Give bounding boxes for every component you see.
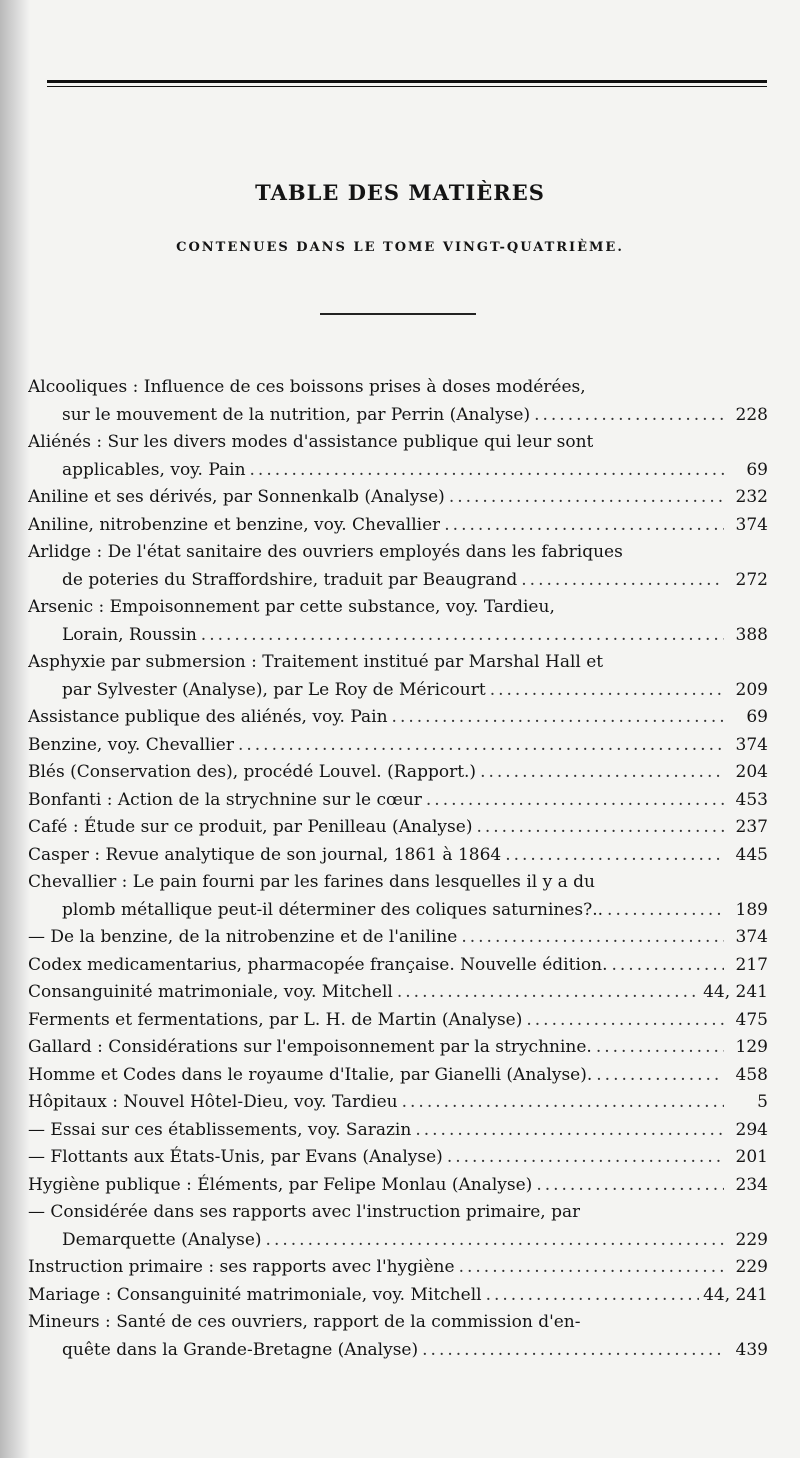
title-divider xyxy=(320,313,476,315)
entry-line-with-page xyxy=(28,484,768,512)
entry-line-with-page xyxy=(28,897,768,925)
index-entry xyxy=(28,842,768,870)
leader-dots xyxy=(534,402,724,429)
index-entry xyxy=(28,512,768,540)
index-entry xyxy=(28,429,768,484)
index-entry xyxy=(28,1254,768,1282)
entry-line xyxy=(28,539,768,567)
leader-dots xyxy=(596,1062,724,1089)
entry-text: de poteries du Straffordshire, traduit par Beaugrand xyxy=(62,569,518,590)
leader-dots xyxy=(521,567,724,594)
entry-text: — Considérée dans ses rapports avec l'instruction primaire, par xyxy=(28,1202,581,1222)
entry-text: sur le mouvement de la nutrition, par Perrin (Analyse) xyxy=(62,404,531,425)
page-number: 129 xyxy=(735,1037,768,1057)
page-number: 374 xyxy=(735,734,768,755)
entry-line-with-page xyxy=(28,1144,768,1172)
entry-line-with-page xyxy=(28,1254,768,1282)
entry-line-with-page xyxy=(28,567,768,595)
leader-dots xyxy=(426,787,724,814)
entry-text: Mariage : Consanguinité matrimoniale, voy. Mitchell xyxy=(28,1284,482,1305)
entry-line xyxy=(28,649,768,677)
entry-text: par Sylvester (Analyse), par Le Roy de Méricourt xyxy=(62,679,486,700)
page-number: 294 xyxy=(735,1119,768,1140)
entry-line-with-page xyxy=(28,1282,768,1310)
entry-line xyxy=(28,1309,768,1337)
entry-text: Ferments et fermentations, par L. H. de Martin (Analyse) xyxy=(28,1009,523,1030)
page-number: 5 xyxy=(757,1092,768,1112)
entry-text: Codex medicamentarius, pharmacopée française. Nouvelle édition. xyxy=(28,954,608,975)
entry-text: applicables, voy. Pain xyxy=(62,459,246,480)
entry-text: Casper : Revue analytique de son journal, 1861 à 1864 xyxy=(28,844,502,865)
page-binding-edge xyxy=(0,0,30,1458)
leader-dots xyxy=(480,759,724,786)
leader-dots xyxy=(607,897,724,924)
entry-line-with-page xyxy=(28,979,768,1007)
page-number: 374 xyxy=(735,514,768,535)
entry-text: Mineurs : Santé de ces ouvriers, rapport de la commission d'en- xyxy=(28,1312,581,1332)
entry-text: Benzine, voy. Chevallier xyxy=(28,734,234,755)
index-entry xyxy=(28,1199,768,1254)
leader-dots xyxy=(490,677,724,704)
index-entry xyxy=(28,924,768,952)
leader-dots xyxy=(447,1144,724,1171)
index-entry xyxy=(28,1117,768,1145)
index-entry xyxy=(28,759,768,787)
entry-text: Homme et Codes dans le royaume d'Italie, par Gianelli (Analyse). xyxy=(28,1064,593,1085)
index-entry xyxy=(28,732,768,760)
leader-dots xyxy=(476,814,724,841)
entry-line-with-page xyxy=(28,924,768,952)
page-number: 44, 241 xyxy=(703,982,768,1002)
entry-text: Chevallier : Le pain fourni par les farines dans lesquelles il y a du xyxy=(28,872,595,892)
entry-text: Arsenic : Empoisonnement par cette substance, voy. Tardieu, xyxy=(28,597,555,617)
leader-dots xyxy=(486,1282,700,1309)
page-number: 439 xyxy=(735,1339,768,1360)
entry-text: Instruction primaire : ses rapports avec l'hygiène xyxy=(28,1257,455,1277)
index-entry xyxy=(28,979,768,1007)
leader-dots xyxy=(505,842,724,869)
entry-line-with-page xyxy=(28,1337,768,1365)
leader-dots xyxy=(422,1337,724,1364)
leader-dots xyxy=(526,1007,724,1034)
index-entry xyxy=(28,1062,768,1090)
index-entry xyxy=(28,869,768,924)
page-number: 204 xyxy=(735,762,768,782)
entry-text: Consanguinité matrimoniale, voy. Mitchell xyxy=(28,982,393,1002)
index-entry xyxy=(28,952,768,980)
entry-text: Aniline et ses dérivés, par Sonnenkalb (Analyse) xyxy=(28,487,445,507)
entry-text: Hôpitaux : Nouvel Hôtel-Dieu, voy. Tardieu xyxy=(28,1092,398,1112)
entry-line-with-page xyxy=(28,759,768,787)
leader-dots xyxy=(459,1254,724,1281)
entry-line-with-page xyxy=(28,787,768,815)
index-entry xyxy=(28,1172,768,1200)
entry-text: Blés (Conservation des), procédé Louvel. (Rapport.) xyxy=(28,762,477,782)
page-number: 458 xyxy=(735,1064,768,1085)
entry-line-with-page xyxy=(28,732,768,760)
leader-dots xyxy=(402,1089,724,1116)
page-title: TABLE DES MATIÈRES xyxy=(255,180,545,205)
entry-line-with-page xyxy=(28,1007,768,1035)
page-number: 229 xyxy=(735,1229,768,1250)
entry-text: plomb métallique peut-il déterminer des coliques saturnines?.. xyxy=(62,899,604,920)
index-entry xyxy=(28,649,768,704)
page-number: 44, 241 xyxy=(703,1284,768,1305)
leader-dots xyxy=(415,1117,724,1144)
index-entry xyxy=(28,1007,768,1035)
entry-text: quête dans la Grande-Bretagne (Analyse) xyxy=(62,1339,419,1360)
entry-line-with-page xyxy=(28,1062,768,1090)
entry-line-with-page xyxy=(28,952,768,980)
page-number: 237 xyxy=(735,817,768,837)
leader-dots xyxy=(250,457,724,484)
page-number: 189 xyxy=(735,899,768,920)
page-number: 453 xyxy=(735,789,768,810)
index-entry xyxy=(28,787,768,815)
page-number: 228 xyxy=(735,404,768,425)
entry-line-with-page xyxy=(28,1034,768,1062)
leader-dots xyxy=(392,704,724,731)
index-entry xyxy=(28,1144,768,1172)
index-entry xyxy=(28,814,768,842)
index-entry xyxy=(28,704,768,732)
entry-text: — Flottants aux États-Unis, par Evans (Analyse) xyxy=(28,1147,443,1167)
index-entry xyxy=(28,1282,768,1310)
index-entry xyxy=(28,1309,768,1364)
leader-dots xyxy=(596,1034,724,1061)
entry-text: Demarquette (Analyse) xyxy=(62,1229,262,1250)
entry-text: Asphyxie par submersion : Traitement institué par Marshal Hall et xyxy=(28,652,604,672)
leader-dots xyxy=(536,1172,724,1199)
page-number: 475 xyxy=(735,1009,768,1030)
index-entry xyxy=(28,1034,768,1062)
page-number: 272 xyxy=(735,569,768,590)
index-entry xyxy=(28,594,768,649)
page-number: 229 xyxy=(735,1257,768,1277)
entry-line-with-page xyxy=(28,1227,768,1255)
entry-text: Aniline, nitrobenzine et benzine, voy. Chevallier xyxy=(28,514,441,535)
entry-line-with-page xyxy=(28,457,768,485)
page-number: 201 xyxy=(735,1147,768,1167)
leader-dots xyxy=(397,979,699,1006)
entry-line-with-page xyxy=(28,842,768,870)
leader-dots xyxy=(444,512,724,539)
entry-line xyxy=(28,429,768,457)
index-entries xyxy=(28,374,768,1364)
entry-text: Arlidge : De l'état sanitaire des ouvriers employés dans les fabriques xyxy=(28,542,623,562)
entry-line xyxy=(28,1199,768,1227)
index-entry xyxy=(28,1089,768,1117)
page-number: 374 xyxy=(735,927,768,947)
entry-line-with-page xyxy=(28,1117,768,1145)
page-number: 234 xyxy=(735,1174,768,1195)
entry-text: — Essai sur ces établissements, voy. Sarazin xyxy=(28,1119,412,1140)
entry-line-with-page xyxy=(28,1172,768,1200)
entry-line-with-page xyxy=(28,704,768,732)
entry-text: Gallard : Considérations sur l'empoisonnement par la strychnine. xyxy=(28,1037,592,1057)
entry-text: Lorain, Roussin xyxy=(62,624,197,645)
entry-line-with-page xyxy=(28,512,768,540)
leader-dots xyxy=(238,732,724,759)
entry-line xyxy=(28,374,768,402)
entry-line-with-page xyxy=(28,402,768,430)
entry-line xyxy=(28,594,768,622)
leader-dots xyxy=(611,952,724,979)
index-entry xyxy=(28,539,768,594)
leader-dots xyxy=(201,622,724,649)
entry-text: Assistance publique des aliénés, voy. Pain xyxy=(28,707,388,727)
entry-text: Bonfanti : Action de la strychnine sur le cœur xyxy=(28,789,422,810)
page-number: 445 xyxy=(735,844,768,865)
entry-text: Hygiène publique : Éléments, par Felipe Monlau (Analyse) xyxy=(28,1174,533,1195)
page-number: 69 xyxy=(746,707,768,727)
entry-line-with-page xyxy=(28,814,768,842)
top-rule xyxy=(47,80,767,87)
leader-dots xyxy=(449,484,724,511)
page-subtitle: CONTENUES DANS LE TOME VINGT-QUATRIÈME. xyxy=(176,240,624,255)
entry-text: — De la benzine, de la nitrobenzine et de l'aniline xyxy=(28,927,458,947)
entry-text: Aliénés : Sur les divers modes d'assistance publique qui leur sont xyxy=(28,432,594,452)
entry-text: Café : Étude sur ce produit, par Penilleau (Analyse) xyxy=(28,817,473,837)
entry-line xyxy=(28,869,768,897)
page-number: 232 xyxy=(735,487,768,507)
index-entry xyxy=(28,374,768,429)
page-number: 209 xyxy=(735,679,768,700)
leader-dots xyxy=(266,1227,724,1254)
index-entry xyxy=(28,484,768,512)
leader-dots xyxy=(461,924,724,951)
page-number: 217 xyxy=(735,954,768,975)
entry-line-with-page xyxy=(28,1089,768,1117)
page-number: 388 xyxy=(735,624,768,645)
entry-line-with-page xyxy=(28,622,768,650)
entry-line-with-page xyxy=(28,677,768,705)
page-number: 69 xyxy=(746,459,768,480)
entry-text: Alcooliques : Influence de ces boissons prises à doses modérées, xyxy=(28,377,586,397)
